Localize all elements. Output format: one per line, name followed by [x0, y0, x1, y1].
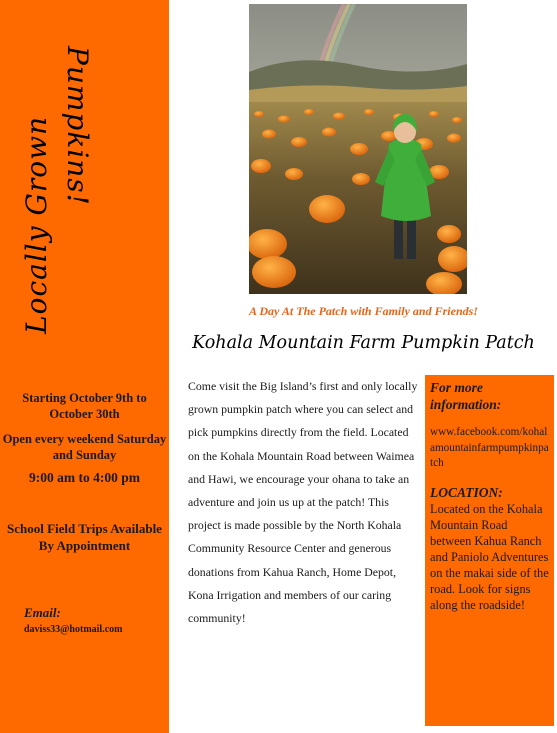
tagline: A Day At The Patch with Family and Friends! — [249, 304, 478, 318]
sidebar — [0, 0, 169, 733]
body-text — [188, 375, 423, 630]
title-line-2: Pumpkins! — [61, 46, 94, 206]
vertical-title — [20, 40, 140, 340]
open-days: Open every weekend Saturday and Sunday — [2, 432, 167, 462]
info-box — [425, 375, 554, 726]
pumpkin-patch-photo — [249, 4, 467, 294]
headline: Kohala Mountain Farm Pumpkin Patch — [192, 333, 535, 353]
info-heading: For more information: — [430, 380, 502, 412]
body-paragraph: Come visit the Big Island’s first and only locally grown pumpkin patch where you can select and pick pumpkins directly from the field. Located on the Kohala Mountain Road between Waimea and Hawi, we encourage your ohana to take an adventure and join us up at the patch! This project is made possible by the North Kohala Community Resource Center and generous donations from Kahua Ranch, Home Depot, Kona Irrigation and members of our caring community! — [188, 379, 418, 626]
location-label: LOCATION: — [430, 484, 503, 500]
field-trips: School Field Trips Available By Appointment — [7, 521, 162, 553]
email-label: Email: — [24, 605, 61, 620]
opening-hours: 9:00 am to 4:00 pm — [29, 470, 140, 485]
email-address[interactable]: daviss33@hotmail.com — [24, 624, 123, 635]
title-line-1: Locally Grown — [20, 115, 53, 334]
location-text: Located on the Kohala Mountain Road between Kahua Ranch and Paniolo Adventures on the makai side of the road. Look for signs along the roadside! — [430, 501, 549, 612]
facebook-link[interactable]: www.facebook.com/kohalamountainfarmpumpkinpatch — [430, 426, 549, 469]
season-dates: Starting October 9th to October 30th — [22, 391, 147, 421]
